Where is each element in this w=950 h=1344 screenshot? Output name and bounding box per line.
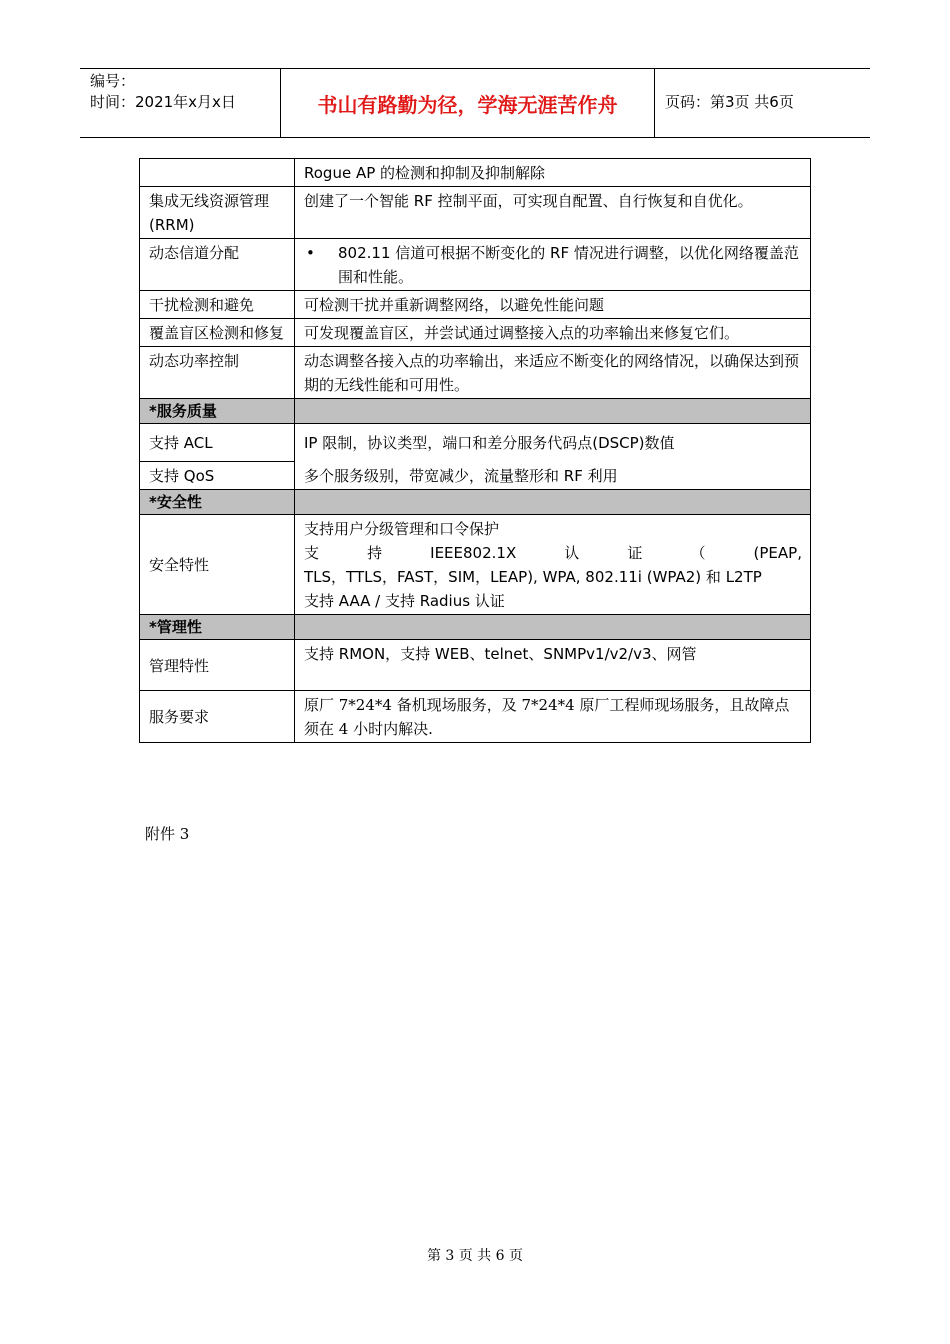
security-line: 支持用户分级管理和口令保护 <box>304 520 500 538</box>
security-word: 支 <box>304 544 320 562</box>
table-row <box>140 319 811 347</box>
security-word: 持 <box>367 544 383 562</box>
time-label: 时间：2021年x月x日 <box>90 93 236 111</box>
table-row <box>140 691 811 743</box>
spec-table <box>139 158 811 743</box>
security-line: TLS，TTLS，FAST，SIM，LEAP), WPA, 802.11i (WPA2) 和 L2TP <box>304 568 762 586</box>
row-label <box>140 159 295 187</box>
table-row <box>140 515 811 615</box>
table-row <box>140 291 811 319</box>
row-value <box>295 239 811 291</box>
row-value: 原厂 7*24*4 备机现场服务，及 7*24*4 原厂工程师现场服务，且故障点须在 4 小时内解决. <box>295 691 811 743</box>
row-label: 安全特性 <box>140 515 295 615</box>
table-row <box>140 159 811 187</box>
security-line: 支持 AAA / 支持 Radius 认证 <box>304 592 505 610</box>
security-word: 认 <box>564 544 580 562</box>
section-row <box>140 615 811 640</box>
row-label: 动态功率控制 <box>140 347 295 399</box>
bullet-text: 802.11 信道可根据不断变化的 RF 情况进行调整，以优化网络覆盖范围和性能。 <box>338 244 799 286</box>
table-row <box>140 640 811 691</box>
section-row <box>140 490 811 515</box>
row-value: Rogue AP 的检测和抑制及抑制解除 <box>295 159 811 187</box>
page-header <box>80 68 870 138</box>
row-value: 可发现覆盖盲区，并尝试通过调整接入点的功率输出来修复它们。 <box>295 319 811 347</box>
attachment-label: 附件 3 <box>145 825 190 843</box>
table-row <box>140 424 811 462</box>
row-value: 可检测干扰并重新调整网络，以避免性能问题 <box>295 291 811 319</box>
header-meta <box>80 69 281 137</box>
header-slogan: 书山有路勤为径，学海无涯苦作舟 <box>281 69 655 137</box>
row-label: 支持 ACL <box>140 424 295 462</box>
row-label: 覆盖盲区检测和修复 <box>140 319 295 347</box>
number-label: 编号： <box>90 72 136 90</box>
security-word: 证 <box>627 544 643 562</box>
row-label: 干扰检测和避免 <box>140 291 295 319</box>
row-value <box>295 515 811 615</box>
row-value: IP 限制，协议类型，端口和差分服务代码点(DSCP)数值 <box>295 424 811 462</box>
security-line <box>304 541 802 565</box>
security-word: （ <box>690 544 706 562</box>
table-row <box>140 347 811 399</box>
section-blank <box>295 490 811 515</box>
bullet-item <box>304 241 802 289</box>
section-title: *服务质量 <box>140 399 295 424</box>
table-row <box>140 239 811 291</box>
section-title: *安全性 <box>140 490 295 515</box>
row-value: 创建了一个智能 RF 控制平面，可实现自配置、自行恢复和自优化。 <box>295 187 811 239</box>
security-word: IEEE802.1X <box>430 544 517 562</box>
row-label: 服务要求 <box>140 691 295 743</box>
section-title: *管理性 <box>140 615 295 640</box>
page-footer: 第 3 页 共 6 页 <box>426 1248 524 1264</box>
section-blank <box>295 399 811 424</box>
row-label: 动态信道分配 <box>140 239 295 291</box>
row-value: 多个服务级别，带宽减少，流量整形和 RF 利用 <box>295 462 811 490</box>
section-row <box>140 399 811 424</box>
bullet-icon: • <box>306 244 315 262</box>
section-blank <box>295 615 811 640</box>
row-label: 管理特性 <box>140 640 295 691</box>
table-row <box>140 187 811 239</box>
security-word: (PEAP, <box>753 544 802 562</box>
row-label: 支持 QoS <box>140 462 295 490</box>
table-row <box>140 462 811 490</box>
header-page-number: 页码：第3页 共6页 <box>665 93 794 111</box>
row-value: 动态调整各接入点的功率输出，来适应不断变化的网络情况，以确保达到预期的无线性能和可用性。 <box>295 347 811 399</box>
row-value: 支持 RMON，支持 WEB、telnet、SNMPv1/v2/v3、网管 <box>295 640 811 691</box>
row-label: 集成无线资源管理(RRM) <box>140 187 295 239</box>
